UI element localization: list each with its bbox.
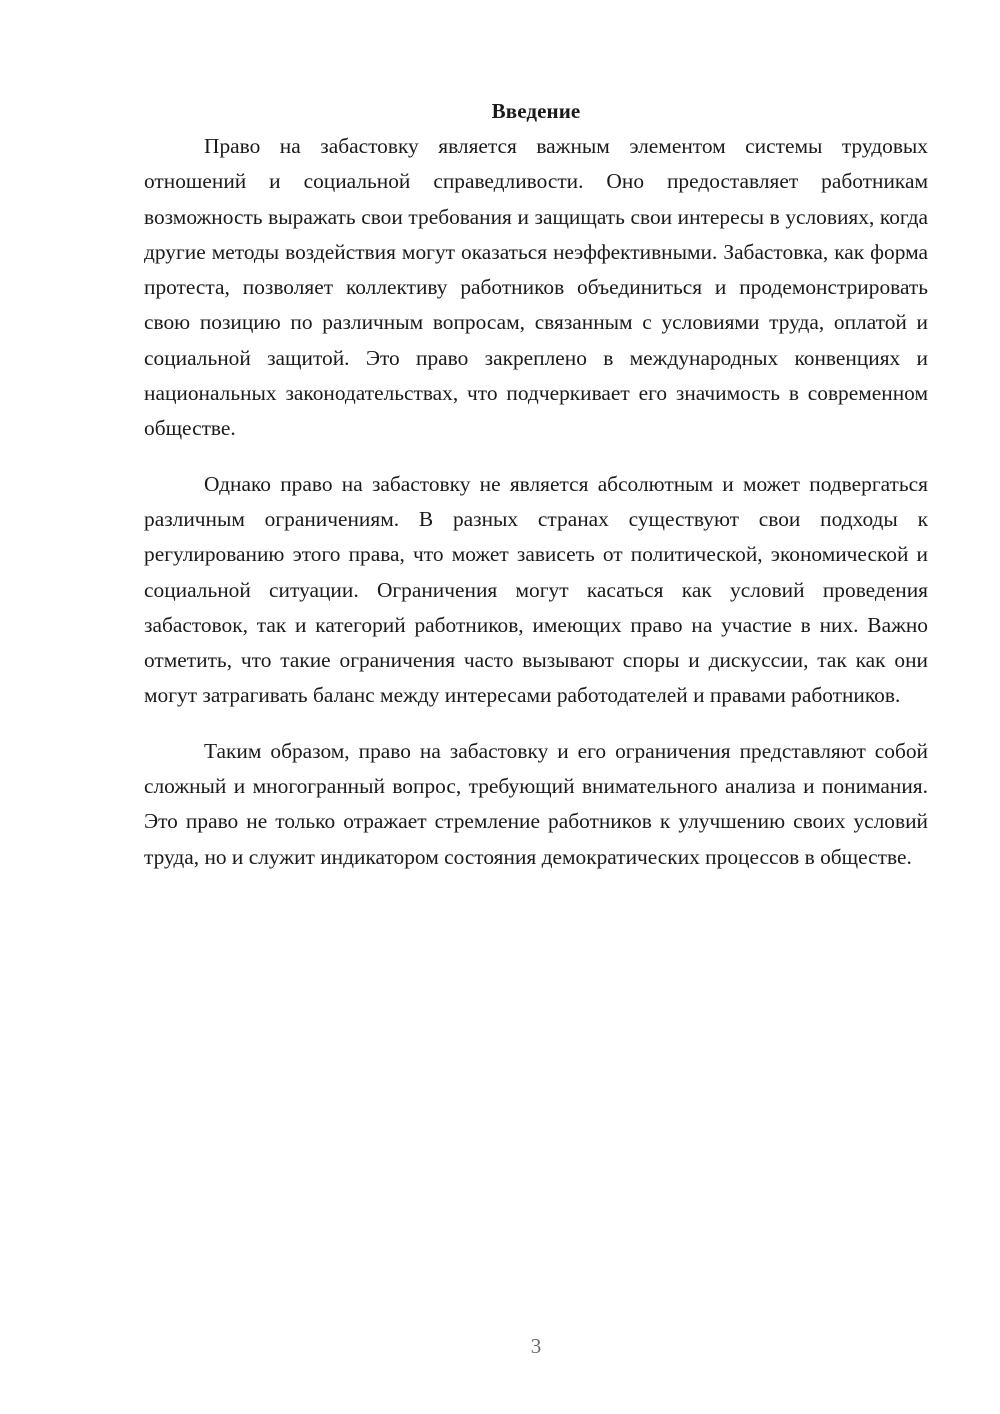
paragraph-3: Таким образом, право на забастовку и его ограничения представляют собой сложный и многогранный вопрос, требующий внимательного анализа и понимания. Это право не только отражает стремление работников к улучшению своих условий труда, но и служит индикатором состояния демократических процессов в обществе. xyxy=(144,738,928,869)
page-number: 3 xyxy=(530,1334,542,1358)
page-content xyxy=(144,94,928,875)
paragraph-1: Право на забастовку является важным элементом системы трудовых отношений и социальной справедливости. Оно предоставляет работникам возможность выражать свои требования и защищать свои интересы в условиях, когда другие методы воздействия могут оказаться неэффективными. Забастовка, как форма протеста, позволяет коллективу работников объединиться и продемонстрировать свою позицию по различным вопросам, связанным с условиями труда, оплатой и социальной защитой. Это право закреплено в международных конвенциях и национальных законодательствах, что подчеркивает его значимость в современном обществе. xyxy=(144,134,928,441)
section-heading: Введение xyxy=(491,99,581,123)
paragraph-2: Однако право на забастовку не является абсолютным и может подвергаться различным ограничениям. В разных странах существуют свои подходы к регулированию этого права, что может зависеть от политической, экономической и социальной ситуации. Ограничения могут касаться как условий проведения забастовок, так и категорий работников, имеющих право на участие в них. Важно отметить, что такие ограничения часто вызывают споры и дискуссии, так как они могут затрагивать баланс между интересами работодателей и правами работников. xyxy=(144,471,928,708)
